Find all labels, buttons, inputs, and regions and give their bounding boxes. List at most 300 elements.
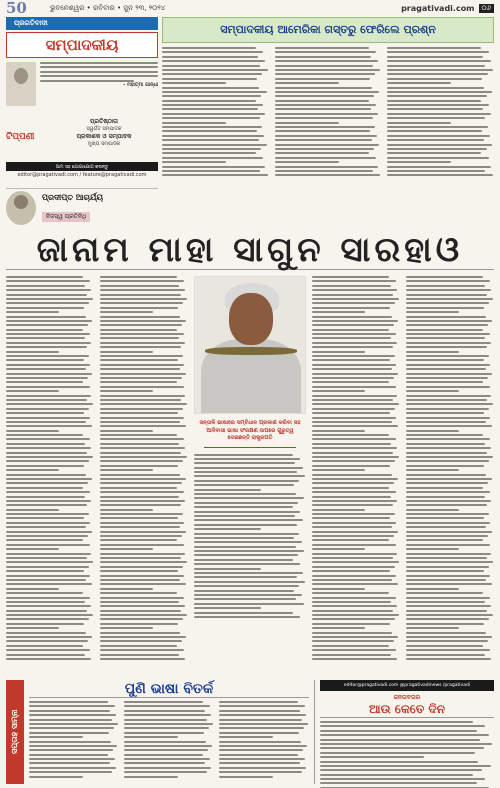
text-line [406, 359, 484, 361]
text-line [406, 491, 490, 493]
text-line [406, 285, 485, 287]
text-line [275, 95, 374, 97]
text-line [100, 351, 153, 353]
text-line [100, 329, 177, 331]
text-line [100, 324, 182, 326]
text-line [162, 104, 263, 106]
text-line [124, 727, 209, 729]
text-line [219, 758, 305, 760]
text-line [312, 381, 389, 383]
text-line [6, 474, 86, 476]
text-line [275, 82, 339, 84]
text-line [312, 412, 390, 414]
text-line [6, 610, 87, 612]
text-line [100, 390, 153, 392]
text-line [194, 493, 296, 495]
text-line [312, 522, 396, 524]
text-line [406, 517, 484, 519]
text-line [406, 399, 487, 401]
text-line [387, 161, 451, 163]
text-line [194, 480, 299, 482]
text-line [312, 337, 391, 339]
text-line [219, 732, 299, 734]
social-strip[interactable]: editor@pragativadi.com @pragativadinews /pragativadi [320, 680, 494, 691]
text-line [275, 104, 376, 106]
text-line [320, 752, 475, 754]
text-line [406, 526, 486, 528]
text-line [6, 561, 93, 563]
text-line [6, 403, 93, 405]
text-line [312, 575, 396, 577]
text-line [194, 506, 293, 508]
text-line [320, 765, 491, 767]
text-line [312, 649, 396, 651]
text-line [312, 364, 396, 366]
text-line [387, 130, 482, 132]
text-line [406, 649, 490, 651]
text-line [6, 632, 86, 634]
text-line [312, 654, 391, 656]
text-line [162, 152, 256, 154]
text-line [29, 758, 115, 760]
text-line [6, 285, 85, 287]
article-column [275, 47, 382, 176]
text-line [29, 710, 110, 712]
text-line [162, 56, 258, 58]
text-line [100, 276, 177, 278]
text-line [124, 723, 213, 725]
text-line [406, 496, 485, 498]
text-line [275, 139, 372, 141]
text-line [6, 566, 89, 568]
text-line [6, 618, 89, 620]
text-line [312, 285, 391, 287]
text-line [100, 640, 182, 642]
text-line [312, 403, 399, 405]
text-line [100, 368, 180, 370]
text-line [6, 623, 84, 625]
text-line [194, 612, 293, 614]
text-line [29, 732, 109, 734]
text-line [6, 487, 83, 489]
text-line [162, 170, 260, 172]
text-line [275, 130, 370, 132]
main-article [6, 276, 494, 676]
text-line [100, 654, 179, 656]
text-line [406, 403, 493, 405]
text-line [312, 316, 392, 318]
text-line [29, 762, 110, 764]
text-line [6, 408, 89, 410]
text-line [100, 377, 182, 379]
text-line [312, 500, 397, 502]
text-line [100, 456, 187, 458]
text-line [100, 355, 183, 357]
text-line [6, 544, 90, 546]
text-line [275, 135, 377, 137]
bottom-article [24, 680, 314, 784]
text-line [6, 496, 85, 498]
text-line [406, 381, 483, 383]
text-line [100, 337, 179, 339]
text-line [312, 553, 397, 555]
text-line [320, 769, 482, 771]
text-line [100, 553, 185, 555]
text-line [312, 408, 395, 410]
text-line [6, 579, 86, 581]
photo-caption: ସନ୍ତାଳି ଭାଷାରେ ସମ୍ବିଧାନ ପ୍ରକାଶ କରିବା ସହ ଆଦିବାସୀ ଭାଷା ସଂରକ୍ଷଣ ଉପରେ ଗୁରୁତ୍ୱ ଦେଇଛନ୍ତି ରାଷ୍ଟ୍ରପତି [199, 420, 301, 441]
text-line [100, 373, 186, 375]
text-line [194, 467, 303, 469]
email-line[interactable]: editor@pragativadi.com / feature@pragativadi.com [17, 172, 147, 178]
text-line [406, 447, 491, 449]
text-line [100, 658, 185, 660]
text-line [406, 601, 485, 603]
text-line [320, 743, 492, 745]
text-line [100, 645, 177, 647]
article-column [124, 701, 214, 778]
text-line [162, 126, 262, 128]
text-line [406, 597, 490, 599]
text-line [406, 482, 488, 484]
text-line [100, 517, 178, 519]
text-line [312, 434, 389, 436]
text-line [6, 654, 85, 656]
text-line [162, 95, 261, 97]
text-line [194, 550, 304, 552]
text-line [100, 491, 184, 493]
text-line [406, 302, 489, 304]
text-line [275, 108, 371, 110]
text-line [275, 73, 375, 75]
text-line [100, 430, 153, 432]
text-line [320, 725, 485, 727]
text-line [100, 386, 184, 388]
text-line [6, 588, 59, 590]
text-line [6, 395, 91, 397]
text-line [275, 100, 369, 102]
text-line [6, 294, 87, 296]
text-line [312, 329, 389, 331]
text-line [100, 509, 153, 511]
text-line [29, 714, 116, 716]
text-line [6, 417, 90, 419]
text-line [275, 87, 372, 89]
text-line [406, 346, 487, 348]
text-line [162, 82, 226, 84]
text-line [6, 456, 93, 458]
text-line [406, 320, 492, 322]
text-line [100, 636, 186, 638]
text-line [312, 276, 389, 278]
text-line [312, 469, 365, 471]
text-line [29, 754, 108, 756]
text-line [29, 741, 111, 743]
text-line [6, 539, 83, 541]
text-line [312, 425, 398, 427]
text-line [219, 701, 298, 703]
text-line [406, 579, 486, 581]
text-line [100, 307, 178, 309]
text-line [312, 605, 397, 607]
text-line [312, 526, 392, 528]
text-line [100, 452, 181, 454]
quote-text [36, 62, 158, 112]
text-line [406, 509, 459, 511]
text-line [406, 417, 490, 419]
text-line [275, 122, 339, 124]
text-line [162, 69, 268, 71]
text-line [406, 373, 492, 375]
text-line [100, 504, 181, 506]
text-line [387, 152, 481, 154]
text-line [275, 78, 370, 80]
text-line [6, 342, 91, 344]
text-line [312, 390, 365, 392]
text-line [194, 524, 297, 526]
text-line [406, 500, 491, 502]
text-line [100, 438, 184, 440]
text-line [194, 572, 303, 574]
contact-bar: ଆମ ସହ ଯୋଗାଯୋଗ କରନ୍ତୁ [6, 162, 158, 171]
text-line [162, 51, 263, 53]
text-line [100, 447, 185, 449]
text-line [162, 108, 258, 110]
text-line [124, 762, 205, 764]
text-line [406, 368, 486, 370]
text-line [194, 607, 261, 609]
text-line [194, 559, 293, 561]
text-line [387, 56, 483, 58]
credit-line: ମୁଖ୍ୟ ସମ୍ପାଦକ [87, 140, 121, 147]
text-line [100, 316, 180, 318]
text-line [312, 548, 365, 550]
text-line [194, 541, 302, 543]
text-line [100, 311, 153, 313]
author-name: ପ୍ରଦୀପ୍ତ ଆଚାର୍ଯ୍ୟ [42, 193, 103, 202]
photo-column [194, 276, 306, 676]
text-line [406, 618, 489, 620]
jana-column [314, 680, 494, 784]
text-line [100, 403, 187, 405]
text-line [100, 535, 182, 537]
text-line [194, 598, 296, 600]
text-line [406, 311, 459, 313]
text-line [100, 298, 187, 300]
text-line [194, 590, 294, 592]
main-headline: ଜାନାମ ମାହା ସାଗୁନ ସାରହାଓ [6, 230, 494, 270]
text-line [406, 557, 487, 559]
text-line [6, 289, 91, 291]
text-line [312, 373, 398, 375]
text-line [6, 575, 90, 577]
text-line [312, 618, 395, 620]
text-line [6, 311, 59, 313]
text-line [100, 285, 179, 287]
text-line [312, 280, 396, 282]
text-line [100, 601, 179, 603]
text-line [100, 417, 184, 419]
text-line [406, 294, 487, 296]
text-line [312, 474, 392, 476]
text-line [320, 761, 478, 763]
text-line [312, 460, 395, 462]
text-line [406, 276, 483, 278]
text-line [162, 78, 257, 80]
text-line [312, 368, 392, 370]
text-line [6, 355, 89, 357]
text-line [312, 302, 395, 304]
text-line [387, 117, 485, 119]
text-line [320, 739, 480, 741]
text-line [100, 548, 153, 550]
text-line [194, 554, 298, 556]
text-line [6, 478, 92, 480]
text-line [406, 324, 488, 326]
text-line [406, 548, 459, 550]
text-line [100, 557, 181, 559]
text-line [312, 636, 398, 638]
text-line [312, 359, 390, 361]
text-line [406, 535, 488, 537]
text-line [162, 113, 265, 115]
text-line [194, 475, 305, 477]
text-line [6, 377, 88, 379]
text-line [387, 95, 486, 97]
text-line [312, 614, 399, 616]
author-avatar [6, 191, 36, 225]
text-line [312, 627, 365, 629]
text-line [320, 721, 473, 723]
text-line [100, 610, 181, 612]
quote-box [6, 62, 158, 112]
text-line [320, 730, 477, 732]
text-line [312, 535, 394, 537]
text-line [312, 658, 397, 660]
text-line [387, 135, 489, 137]
site-url[interactable]: pragativadi.com [401, 3, 475, 13]
text-line [162, 139, 259, 141]
text-line [162, 87, 259, 89]
text-line [275, 117, 373, 119]
text-line [6, 570, 84, 572]
credits-box [6, 118, 158, 160]
text-line [406, 364, 490, 366]
text-line [387, 144, 492, 146]
text-line [29, 771, 112, 773]
article-column [406, 276, 494, 676]
text-line [275, 51, 376, 53]
text-line [100, 496, 179, 498]
text-line [406, 645, 483, 647]
text-line [6, 597, 90, 599]
text-line [312, 561, 399, 563]
text-line [406, 443, 485, 445]
text-line [387, 166, 490, 168]
text-line [194, 585, 299, 587]
quote-author: - ମହାତ୍ମା ଗାନ୍ଧୀ [123, 81, 158, 88]
text-line [6, 522, 90, 524]
text-line [312, 456, 399, 458]
text-line [312, 570, 390, 572]
text-line [406, 280, 490, 282]
text-line [162, 161, 226, 163]
text-line [406, 460, 489, 462]
text-line [6, 320, 92, 322]
text-line [387, 100, 481, 102]
text-line [100, 522, 184, 524]
text-line [6, 548, 59, 550]
text-line [162, 47, 256, 49]
text-line [162, 73, 262, 75]
text-line [100, 592, 177, 594]
text-line [6, 513, 89, 515]
text-line [124, 767, 211, 769]
text-line [100, 359, 178, 361]
text-line [387, 82, 451, 84]
text-line [162, 157, 263, 159]
text-line [312, 610, 393, 612]
text-line [6, 324, 88, 326]
text-line [312, 513, 395, 515]
text-line [6, 302, 89, 304]
text-line [194, 616, 300, 618]
text-line [194, 594, 302, 596]
text-line [100, 346, 181, 348]
text-line [6, 535, 88, 537]
text-line [29, 727, 114, 729]
text-line [124, 771, 207, 773]
text-line [6, 452, 87, 454]
text-line [406, 544, 490, 546]
article-column [100, 276, 188, 676]
text-line [406, 421, 486, 423]
text-line [6, 557, 87, 559]
text-line [387, 108, 483, 110]
text-line [100, 469, 153, 471]
editorial-sidebar [6, 32, 158, 178]
text-line [6, 526, 86, 528]
text-line [100, 588, 153, 590]
article-column [320, 721, 494, 788]
text-line [406, 539, 483, 541]
text-line [312, 478, 398, 480]
text-line [312, 539, 389, 541]
text-line [29, 776, 83, 778]
text-line [124, 719, 207, 721]
text-line [100, 460, 183, 462]
text-line [6, 316, 86, 318]
text-line [100, 421, 180, 423]
text-line [406, 307, 484, 309]
text-line [406, 298, 493, 300]
text-line [100, 566, 183, 568]
text-line [312, 438, 396, 440]
text-line [219, 727, 304, 729]
text-line [100, 333, 184, 335]
text-line [312, 640, 394, 642]
text-line [100, 614, 187, 616]
credit-lines [50, 118, 158, 160]
text-line [406, 474, 486, 476]
text-line [406, 561, 493, 563]
text-line [100, 605, 185, 607]
text-line [219, 736, 273, 738]
vertical-label: ସପ୍ତାହ ସାମ୍ନା [6, 680, 24, 784]
text-line [312, 597, 396, 599]
text-line [124, 714, 211, 716]
text-line [100, 583, 186, 585]
